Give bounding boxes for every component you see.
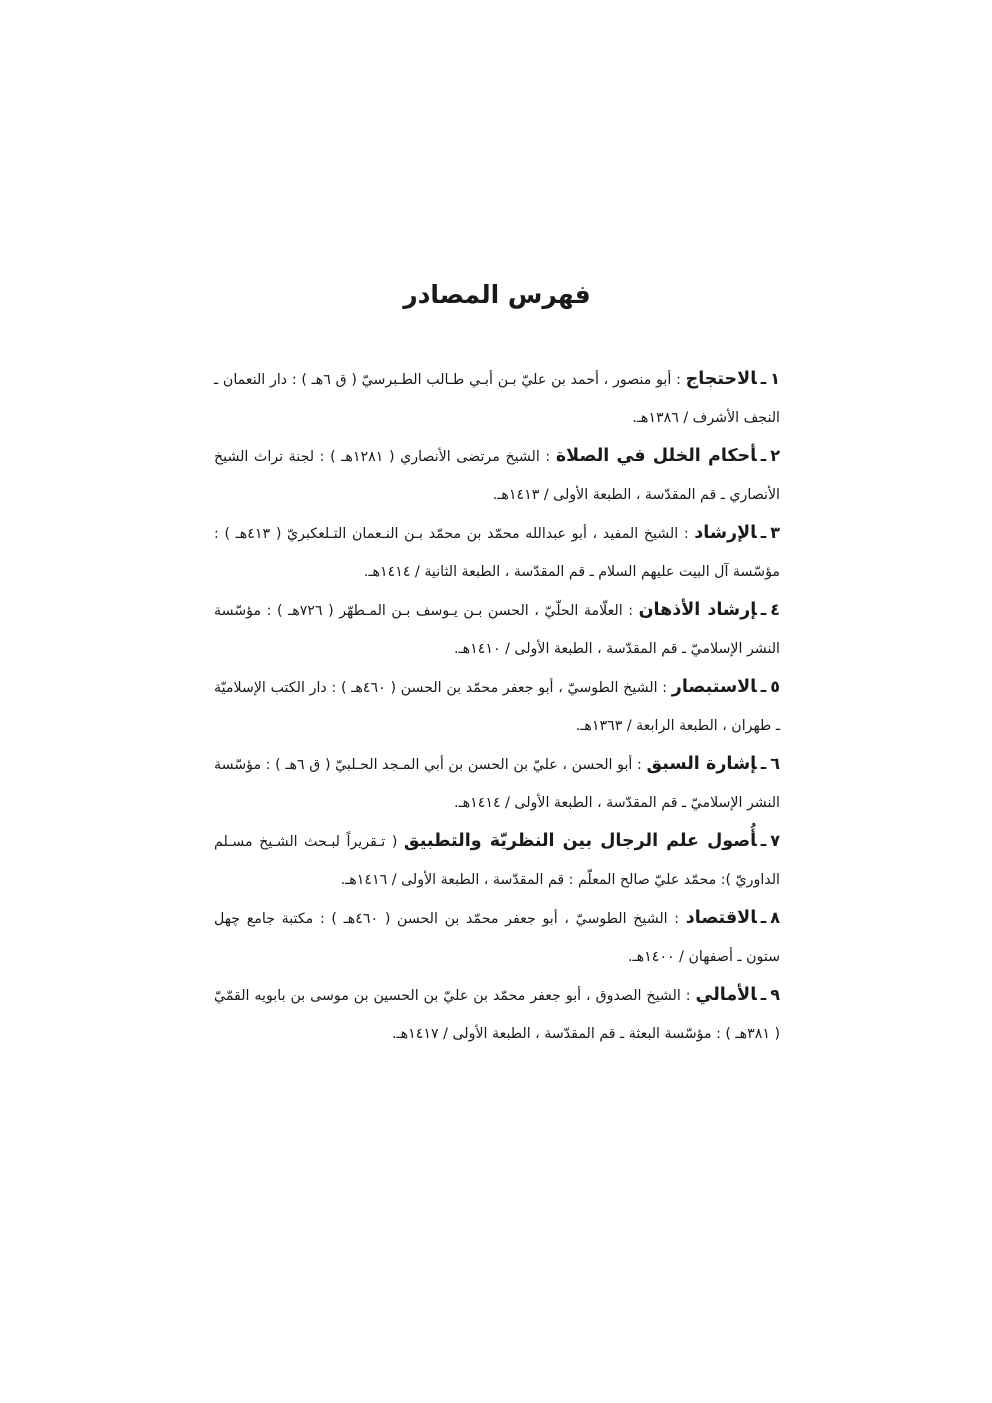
bibliography-entry (214, 437, 780, 514)
entry-separator: ـ (760, 985, 767, 1004)
entry-title: الأمالي (695, 985, 757, 1005)
bibliography-entry (214, 899, 780, 976)
entry-title: الاقتصاد (685, 908, 757, 928)
page-title: فهرس المصادر (403, 280, 591, 309)
entry-title: إشارة السبق (646, 754, 757, 774)
entry-separator: ـ (760, 831, 767, 850)
entry-description: : الشيخ الطوسيّ ، أبو جعفر محمّد بن الحسن ( ٤٦٠هـ ) : دار الكتب الإسلاميّة ـ طهران ، الطبعة الرابعة / ١٣٦٣هـ. (214, 680, 780, 734)
bibliography-entry (214, 745, 780, 822)
document-page (214, 270, 780, 1053)
entry-number: ٩ (770, 985, 781, 1004)
entry-number: ٧ (770, 831, 780, 850)
entry-description: : العلّامة الحلّيّ ، الحسن بـن يـوسف بـن المـطهّر ( ٧٢٦هـ ) : مؤسّسة النشر الإسلاميّ ـ قم المقدّسة ، الطبعة الأولى / ١٤١٠هـ. (214, 603, 780, 657)
entry-number: ٦ (770, 754, 780, 773)
entry-number: ٨ (770, 908, 780, 927)
entry-title: الاستبصار (671, 677, 757, 697)
entry-separator: ـ (760, 600, 767, 619)
entry-separator: ـ (760, 754, 767, 773)
bibliography-list (214, 360, 780, 1053)
entry-number: ٢ (770, 446, 780, 465)
bibliography-entry (214, 591, 780, 668)
entry-title: الاحتجاج (685, 369, 757, 389)
entry-description: : أبو منصور ، أحمد بن عليّ بـن أبـي طـالب الطـبرسيّ ( ق ٦هـ ) : دار النعمان ـ النجف الأشرف / ١٣٨٦هـ. (214, 372, 780, 426)
entry-description: : أبو الحسن ، عليّ بن الحسن بن أبي المـجد الحـلبيّ ( ق ٦هـ ) : مؤسّسة النشر الإسلاميّ ـ قم المقدّسة ، الطبعة الأولى / ١٤١٤هـ. (214, 757, 780, 811)
entry-separator: ـ (760, 369, 767, 388)
entry-number: ٤ (770, 600, 781, 619)
entry-separator: ـ (760, 446, 767, 465)
bibliography-entry (214, 514, 780, 591)
entry-separator: ـ (760, 523, 767, 542)
entry-description: : الشيخ المفيد ، أبو عبدالله محمّد بن محمّد بـن النـعمان التـلعكبريّ ( ٤١٣هـ ) : مؤسّسة آل البيت عليهم السلام ـ قم المقدّسة ، الطبعة الثانية / ١٤١٤هـ. (214, 526, 780, 580)
bibliography-entry (214, 360, 780, 437)
entry-description: : الشيخ الطوسيّ ، أبو جعفر محمّد بن الحسن ( ٤٦٠هـ ) : مكتبة جامع چهل ستون ـ أصفهان / ١٤٠٠هـ. (214, 911, 780, 965)
entry-description: ( تـقريراً لبـحث الشـيخ مسـلم الداوريّ ): محمّد عليّ صالح المعلّم : قم المقدّسة ، الطبعة الأولى / ١٤١٦هـ. (214, 834, 780, 888)
entry-title: أحكام الخلل في الصلاة (555, 446, 757, 466)
entry-number: ٥ (770, 677, 780, 696)
bibliography-entry (214, 976, 780, 1053)
entry-description: : الشيخ الصدوق ، أبو جعفر محمّد بن عليّ بن الحسين بن موسى بن بابويه القمّيّ ( ٣٨١هـ ) : مؤسّسة البعثة ـ قم المقدّسة ، الطبعة الأولى / ١٤١٧هـ. (214, 988, 780, 1042)
entry-separator: ـ (760, 908, 767, 927)
entry-separator: ـ (760, 677, 767, 696)
entry-description: : الشيخ مرتضى الأنصاري ( ١٢٨١هـ ) : لجنة تراث الشيخ الأنصاري ـ قم المقدّسة ، الطبعة الأولى / ١٤١٣هـ. (214, 449, 780, 503)
entry-title: إرشاد الأذهان (638, 600, 757, 620)
entry-number: ٣ (770, 523, 780, 542)
entry-title: أُصول علم الرجال بين النظريّة والتطبيق (403, 831, 757, 851)
entry-title: الإرشاد (694, 523, 757, 543)
bibliography-entry (214, 668, 780, 745)
bibliography-entry (214, 822, 780, 899)
entry-number: ١ (770, 369, 780, 388)
